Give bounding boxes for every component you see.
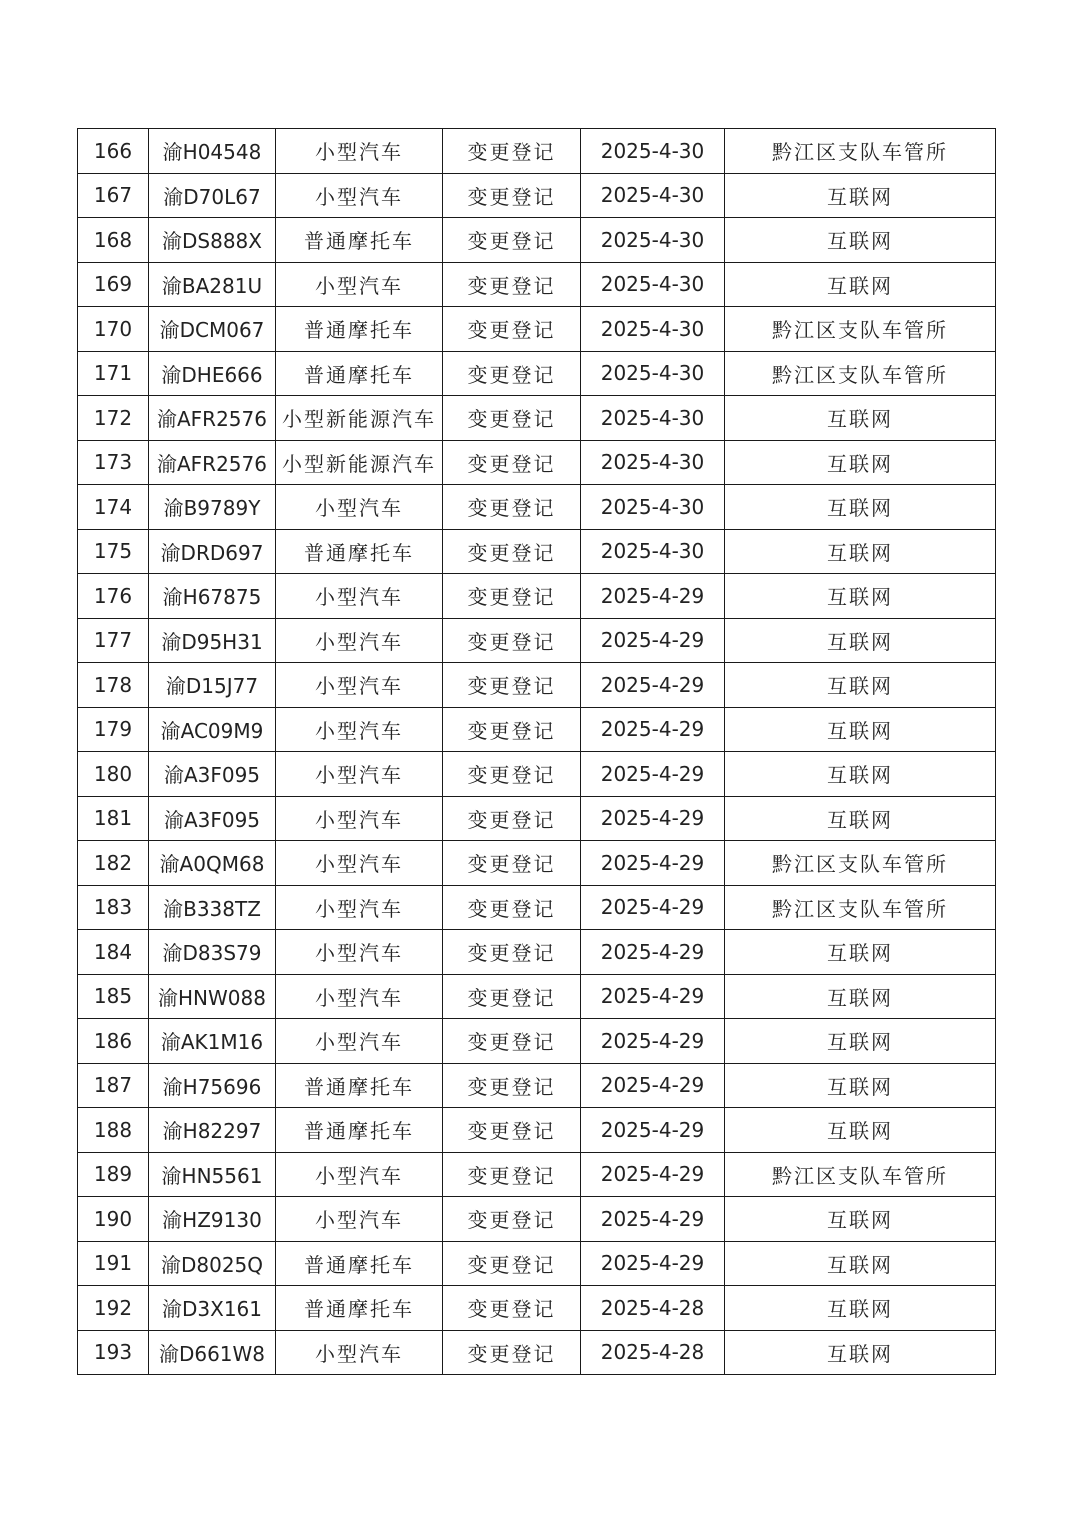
vehicle-type-cell: 小型汽车 [276, 930, 443, 975]
vehicle-type-cell: 小型汽车 [276, 707, 443, 752]
handling-office-cell: 互联网 [725, 1286, 996, 1331]
table-row [78, 529, 996, 574]
row-number-cell: 176 [78, 574, 149, 619]
date-cell: 2025-4-29 [581, 752, 725, 797]
plate-number-cell: 渝D661W8 [149, 1330, 276, 1375]
vehicle-type-cell: 小型汽车 [276, 1152, 443, 1197]
handling-office-cell: 互联网 [725, 752, 996, 797]
table-row [78, 129, 996, 174]
row-number-cell: 173 [78, 440, 149, 485]
vehicle-type-cell: 小型汽车 [276, 618, 443, 663]
business-type-cell: 变更登记 [443, 1019, 581, 1064]
vehicle-type-cell: 小型汽车 [276, 885, 443, 930]
table-row [78, 574, 996, 619]
business-type-cell: 变更登记 [443, 1063, 581, 1108]
date-cell: 2025-4-29 [581, 841, 725, 886]
date-cell: 2025-4-29 [581, 618, 725, 663]
row-number-cell: 183 [78, 885, 149, 930]
table-row [78, 1108, 996, 1153]
handling-office-cell: 互联网 [725, 1197, 996, 1242]
date-cell: 2025-4-28 [581, 1330, 725, 1375]
plate-number-cell: 渝HZ9130 [149, 1197, 276, 1242]
handling-office-cell: 互联网 [725, 1019, 996, 1064]
business-type-cell: 变更登记 [443, 663, 581, 708]
date-cell: 2025-4-30 [581, 485, 725, 530]
plate-number-cell: 渝HN5561 [149, 1152, 276, 1197]
vehicle-type-cell: 小型汽车 [276, 1330, 443, 1375]
vehicle-registration-table [77, 128, 996, 1375]
row-number-cell: 168 [78, 218, 149, 263]
handling-office-cell: 互联网 [725, 262, 996, 307]
date-cell: 2025-4-29 [581, 974, 725, 1019]
date-cell: 2025-4-30 [581, 129, 725, 174]
table-row [78, 707, 996, 752]
handling-office-cell: 黔江区支队车管所 [725, 885, 996, 930]
handling-office-cell: 互联网 [725, 974, 996, 1019]
table-row [78, 663, 996, 708]
plate-number-cell: 渝DHE666 [149, 351, 276, 396]
row-number-cell: 171 [78, 351, 149, 396]
business-type-cell: 变更登记 [443, 262, 581, 307]
business-type-cell: 变更登记 [443, 218, 581, 263]
date-cell: 2025-4-30 [581, 262, 725, 307]
table-row [78, 930, 996, 975]
date-cell: 2025-4-29 [581, 707, 725, 752]
business-type-cell: 变更登记 [443, 1241, 581, 1286]
handling-office-cell: 互联网 [725, 218, 996, 263]
vehicle-type-cell: 小型汽车 [276, 1019, 443, 1064]
handling-office-cell: 黔江区支队车管所 [725, 841, 996, 886]
row-number-cell: 190 [78, 1197, 149, 1242]
vehicle-type-cell: 小型汽车 [276, 663, 443, 708]
business-type-cell: 变更登记 [443, 618, 581, 663]
business-type-cell: 变更登记 [443, 173, 581, 218]
business-type-cell: 变更登记 [443, 841, 581, 886]
row-number-cell: 167 [78, 173, 149, 218]
vehicle-type-cell: 小型汽车 [276, 485, 443, 530]
table-row [78, 440, 996, 485]
vehicle-type-cell: 小型汽车 [276, 796, 443, 841]
row-number-cell: 184 [78, 930, 149, 975]
date-cell: 2025-4-29 [581, 1063, 725, 1108]
date-cell: 2025-4-30 [581, 173, 725, 218]
vehicle-type-cell: 小型新能源汽车 [276, 440, 443, 485]
date-cell: 2025-4-29 [581, 663, 725, 708]
row-number-cell: 177 [78, 618, 149, 663]
business-type-cell: 变更登记 [443, 351, 581, 396]
row-number-cell: 178 [78, 663, 149, 708]
business-type-cell: 变更登记 [443, 1197, 581, 1242]
handling-office-cell: 互联网 [725, 574, 996, 619]
table-row [78, 396, 996, 441]
plate-number-cell: 渝A3F095 [149, 796, 276, 841]
row-number-cell: 187 [78, 1063, 149, 1108]
row-number-cell: 170 [78, 307, 149, 352]
business-type-cell: 变更登记 [443, 129, 581, 174]
vehicle-type-cell: 普通摩托车 [276, 351, 443, 396]
handling-office-cell: 互联网 [725, 707, 996, 752]
business-type-cell: 变更登记 [443, 885, 581, 930]
row-number-cell: 172 [78, 396, 149, 441]
row-number-cell: 179 [78, 707, 149, 752]
table-row [78, 885, 996, 930]
table-row [78, 351, 996, 396]
handling-office-cell: 互联网 [725, 440, 996, 485]
plate-number-cell: 渝D83S79 [149, 930, 276, 975]
date-cell: 2025-4-30 [581, 218, 725, 263]
table-row [78, 841, 996, 886]
business-type-cell: 变更登记 [443, 574, 581, 619]
table-body [78, 129, 996, 1375]
registration-table-container [77, 128, 996, 1375]
vehicle-type-cell: 普通摩托车 [276, 307, 443, 352]
business-type-cell: 变更登记 [443, 707, 581, 752]
row-number-cell: 182 [78, 841, 149, 886]
plate-number-cell: 渝D95H31 [149, 618, 276, 663]
vehicle-type-cell: 普通摩托车 [276, 1108, 443, 1153]
business-type-cell: 变更登记 [443, 974, 581, 1019]
vehicle-type-cell: 普通摩托车 [276, 1286, 443, 1331]
row-number-cell: 169 [78, 262, 149, 307]
table-row [78, 485, 996, 530]
row-number-cell: 191 [78, 1241, 149, 1286]
table-row [78, 262, 996, 307]
business-type-cell: 变更登记 [443, 1286, 581, 1331]
row-number-cell: 185 [78, 974, 149, 1019]
handling-office-cell: 互联网 [725, 529, 996, 574]
plate-number-cell: 渝HNW088 [149, 974, 276, 1019]
business-type-cell: 变更登记 [443, 796, 581, 841]
plate-number-cell: 渝AC09M9 [149, 707, 276, 752]
handling-office-cell: 黔江区支队车管所 [725, 129, 996, 174]
vehicle-type-cell: 小型汽车 [276, 841, 443, 886]
plate-number-cell: 渝DS888X [149, 218, 276, 263]
date-cell: 2025-4-29 [581, 1019, 725, 1064]
plate-number-cell: 渝DCM067 [149, 307, 276, 352]
plate-number-cell: 渝AFR2576 [149, 396, 276, 441]
plate-number-cell: 渝A0QM68 [149, 841, 276, 886]
business-type-cell: 变更登记 [443, 307, 581, 352]
business-type-cell: 变更登记 [443, 529, 581, 574]
date-cell: 2025-4-29 [581, 1241, 725, 1286]
date-cell: 2025-4-29 [581, 1197, 725, 1242]
row-number-cell: 174 [78, 485, 149, 530]
plate-number-cell: 渝B338TZ [149, 885, 276, 930]
row-number-cell: 188 [78, 1108, 149, 1153]
handling-office-cell: 互联网 [725, 618, 996, 663]
table-row [78, 974, 996, 1019]
plate-number-cell: 渝AK1M16 [149, 1019, 276, 1064]
table-row [78, 307, 996, 352]
date-cell: 2025-4-29 [581, 796, 725, 841]
handling-office-cell: 互联网 [725, 396, 996, 441]
handling-office-cell: 互联网 [725, 485, 996, 530]
plate-number-cell: 渝D15J77 [149, 663, 276, 708]
handling-office-cell: 互联网 [725, 1108, 996, 1153]
plate-number-cell: 渝B9789Y [149, 485, 276, 530]
handling-office-cell: 互联网 [725, 173, 996, 218]
plate-number-cell: 渝D70L67 [149, 173, 276, 218]
table-row [78, 218, 996, 263]
vehicle-type-cell: 小型汽车 [276, 574, 443, 619]
row-number-cell: 166 [78, 129, 149, 174]
plate-number-cell: 渝BA281U [149, 262, 276, 307]
business-type-cell: 变更登记 [443, 396, 581, 441]
handling-office-cell: 互联网 [725, 796, 996, 841]
row-number-cell: 193 [78, 1330, 149, 1375]
plate-number-cell: 渝AFR2576 [149, 440, 276, 485]
handling-office-cell: 黔江区支队车管所 [725, 307, 996, 352]
vehicle-type-cell: 小型汽车 [276, 974, 443, 1019]
date-cell: 2025-4-29 [581, 885, 725, 930]
date-cell: 2025-4-30 [581, 307, 725, 352]
vehicle-type-cell: 普通摩托车 [276, 1241, 443, 1286]
handling-office-cell: 互联网 [725, 1241, 996, 1286]
table-row [78, 1197, 996, 1242]
date-cell: 2025-4-30 [581, 440, 725, 485]
table-row [78, 752, 996, 797]
date-cell: 2025-4-29 [581, 574, 725, 619]
vehicle-type-cell: 小型汽车 [276, 262, 443, 307]
business-type-cell: 变更登记 [443, 752, 581, 797]
row-number-cell: 180 [78, 752, 149, 797]
plate-number-cell: 渝H75696 [149, 1063, 276, 1108]
vehicle-type-cell: 小型新能源汽车 [276, 396, 443, 441]
plate-number-cell: 渝H67875 [149, 574, 276, 619]
business-type-cell: 变更登记 [443, 440, 581, 485]
business-type-cell: 变更登记 [443, 1108, 581, 1153]
handling-office-cell: 互联网 [725, 1063, 996, 1108]
date-cell: 2025-4-28 [581, 1286, 725, 1331]
handling-office-cell: 黔江区支队车管所 [725, 351, 996, 396]
date-cell: 2025-4-30 [581, 396, 725, 441]
table-row [78, 1152, 996, 1197]
row-number-cell: 192 [78, 1286, 149, 1331]
row-number-cell: 181 [78, 796, 149, 841]
table-row [78, 796, 996, 841]
table-row [78, 173, 996, 218]
vehicle-type-cell: 小型汽车 [276, 173, 443, 218]
plate-number-cell: 渝DRD697 [149, 529, 276, 574]
table-row [78, 618, 996, 663]
business-type-cell: 变更登记 [443, 485, 581, 530]
business-type-cell: 变更登记 [443, 930, 581, 975]
table-row [78, 1330, 996, 1375]
vehicle-type-cell: 小型汽车 [276, 1197, 443, 1242]
row-number-cell: 186 [78, 1019, 149, 1064]
vehicle-type-cell: 小型汽车 [276, 752, 443, 797]
handling-office-cell: 黔江区支队车管所 [725, 1152, 996, 1197]
plate-number-cell: 渝H04548 [149, 129, 276, 174]
row-number-cell: 175 [78, 529, 149, 574]
vehicle-type-cell: 小型汽车 [276, 129, 443, 174]
date-cell: 2025-4-30 [581, 351, 725, 396]
plate-number-cell: 渝A3F095 [149, 752, 276, 797]
date-cell: 2025-4-29 [581, 1108, 725, 1153]
plate-number-cell: 渝D8025Q [149, 1241, 276, 1286]
plate-number-cell: 渝H82297 [149, 1108, 276, 1153]
business-type-cell: 变更登记 [443, 1330, 581, 1375]
table-row [78, 1241, 996, 1286]
plate-number-cell: 渝D3X161 [149, 1286, 276, 1331]
business-type-cell: 变更登记 [443, 1152, 581, 1197]
date-cell: 2025-4-30 [581, 529, 725, 574]
vehicle-type-cell: 普通摩托车 [276, 1063, 443, 1108]
date-cell: 2025-4-29 [581, 930, 725, 975]
row-number-cell: 189 [78, 1152, 149, 1197]
handling-office-cell: 互联网 [725, 1330, 996, 1375]
vehicle-type-cell: 普通摩托车 [276, 529, 443, 574]
handling-office-cell: 互联网 [725, 663, 996, 708]
vehicle-type-cell: 普通摩托车 [276, 218, 443, 263]
table-row [78, 1063, 996, 1108]
date-cell: 2025-4-29 [581, 1152, 725, 1197]
table-row [78, 1286, 996, 1331]
table-row [78, 1019, 996, 1064]
handling-office-cell: 互联网 [725, 930, 996, 975]
